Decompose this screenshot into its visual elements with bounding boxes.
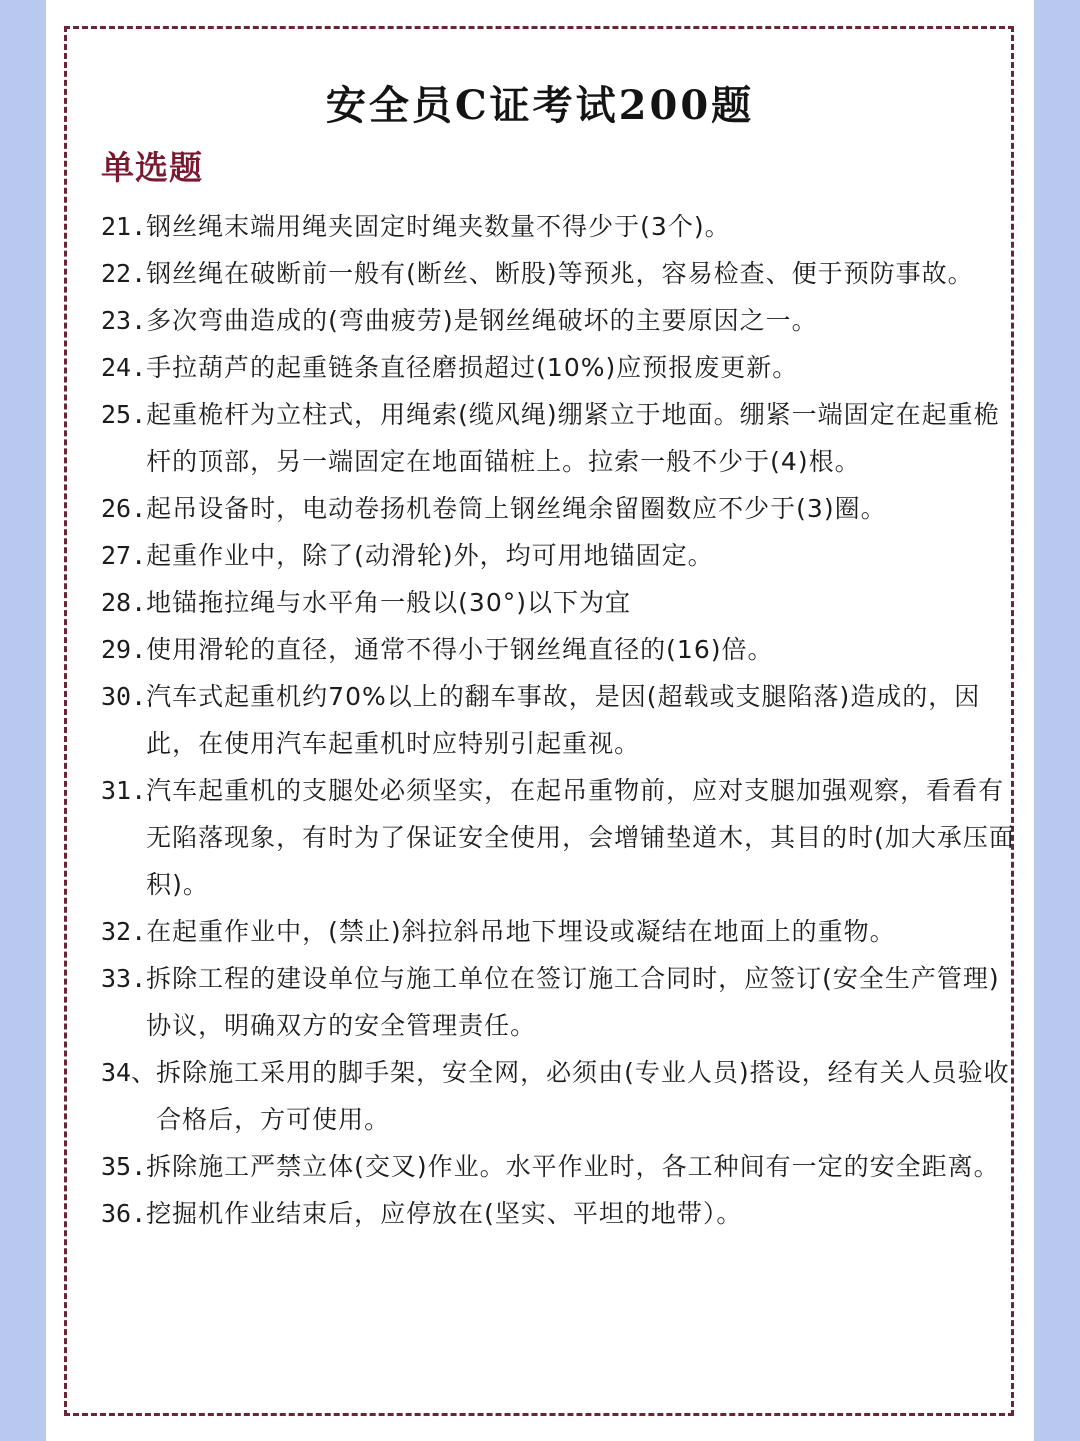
question-text: 拆除施工严禁立体(交叉)作业。水平作业时，各工种间有一定的安全距离。: [146, 1152, 1000, 1181]
exam-page: [46, 0, 1034, 1441]
question-text: 在起重作业中，(禁止)斜拉斜吊地下埋设或凝结在地面上的重物。: [146, 917, 896, 946]
question-item: [101, 485, 1021, 532]
question-item: [101, 626, 1021, 673]
question-number: 30.: [101, 682, 147, 711]
question-item: [101, 908, 1021, 955]
question-text: 挖掘机作业结束后，应停放在(坚实、平坦的地带）。: [146, 1199, 743, 1228]
question-item: [101, 250, 1021, 297]
question-item: [101, 297, 1021, 344]
question-text: 使用滑轮的直径，通常不得小于钢丝绳直径的(16)倍。: [146, 635, 774, 664]
question-number: 31.: [101, 776, 147, 805]
question-text: 钢丝绳在破断前一般有(断丝、断股)等预兆，容易检查、便于预防事故。: [146, 259, 974, 288]
question-number: 21.: [101, 212, 147, 241]
question-number: 23.: [101, 306, 147, 335]
question-text: 起吊设备时，电动卷扬机卷筒上钢丝绳余留圈数应不少于(3)圈。: [146, 494, 887, 523]
question-text: 汽车起重机的支腿处必须坚实，在起吊重物前，应对支腿加强观察，看看有无陷落现象，有时为了保证安全使用，会增铺垫道木，其目的时(加大承压面积)。: [146, 776, 1015, 899]
question-item: [101, 1049, 1021, 1143]
question-number: 25.: [101, 400, 147, 429]
question-item: [101, 767, 1021, 908]
question-number: 29.: [101, 635, 147, 664]
question-number: 32.: [101, 917, 147, 946]
question-item: [101, 955, 1021, 1049]
question-number: 27.: [101, 541, 147, 570]
question-number: 36.: [101, 1199, 147, 1228]
question-item: [101, 391, 1021, 485]
question-item: [101, 1143, 1021, 1190]
page-title: 安全员C证考试200题: [325, 82, 755, 129]
question-item: [101, 579, 1021, 626]
section-heading: 单选题: [101, 148, 203, 187]
question-item: [101, 203, 1021, 250]
question-number: 34、: [101, 1058, 157, 1087]
question-item: [101, 673, 1021, 767]
question-number: 35.: [101, 1152, 147, 1181]
question-number: 22.: [101, 259, 147, 288]
question-number: 28.: [101, 588, 147, 617]
question-text: 汽车式起重机约70%以上的翻车事故，是因(超载或支腿陷落)造成的，因此，在使用汽车起重机时应特别引起重视。: [146, 682, 981, 758]
question-text: 起重作业中，除了(动滑轮)外，均可用地锚固定。: [146, 541, 714, 570]
question-number: 33.: [101, 964, 147, 993]
question-text: 地锚拖拉绳与水平角一般以(30°)以下为宜: [146, 588, 631, 617]
question-text: 多次弯曲造成的(弯曲疲劳)是钢丝绳破坏的主要原因之一。: [146, 306, 818, 335]
question-number: 26.: [101, 494, 147, 523]
question-text: 拆除施工采用的脚手架，安全网，必须由(专业人员)搭设，经有关人员验收合格后，方可使用。: [156, 1058, 1010, 1134]
question-text: 拆除工程的建设单位与施工单位在签订施工合同时，应签订(安全生产管理)协议，明确双方的安全管理责任。: [146, 964, 1000, 1040]
question-text: 手拉葫芦的起重链条直径磨损超过(10%)应预报废更新。: [146, 353, 799, 382]
question-text: 起重桅杆为立柱式，用绳索(缆风绳)绷紧立于地面。绷紧一端固定在起重桅杆的顶部，另一端固定在地面锚桩上。拉索一般不少于(4)根。: [146, 400, 1000, 476]
question-list: [101, 203, 1021, 1237]
question-item: [101, 1190, 1021, 1237]
question-item: [101, 532, 1021, 579]
question-number: 24.: [101, 353, 147, 382]
question-item: [101, 344, 1021, 391]
question-text: 钢丝绳末端用绳夹固定时绳夹数量不得少于(3个)。: [146, 212, 731, 241]
